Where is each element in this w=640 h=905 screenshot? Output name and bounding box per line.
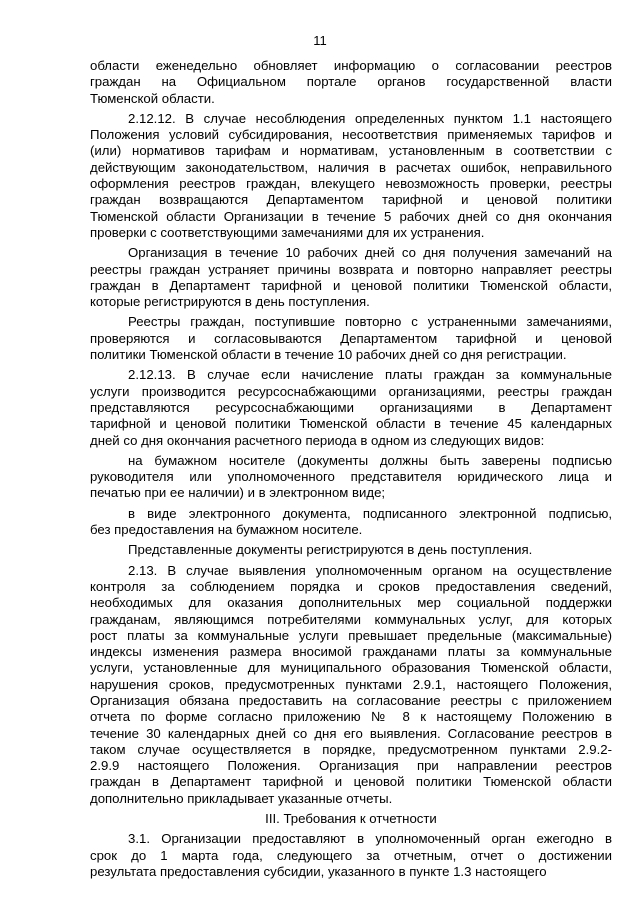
text-line: действующим законодательством, наличия в расчетах ошибок, неправильного <box>90 159 612 175</box>
text-line: граждан в Департамент тарифной и ценовой политики Тюменской области, <box>90 277 612 293</box>
text-line: Организация обязана предоставить на согласование реестры с приложением <box>90 692 612 708</box>
text-line: представляются ресурсоснабжающими организациями в Департамент <box>90 399 612 415</box>
text-line: руководителя или уполномоченного представителя юридического лица и <box>90 469 612 485</box>
text-line: индексы изменения размера вносимой гражданами платы за коммунальные <box>90 644 612 660</box>
text-line: рост платы за коммунальные услуги превышает предельные (максимальные) <box>90 627 612 643</box>
text-line: Положения условий субсидирования, несоответствия применяемых тарифов и <box>90 127 612 143</box>
paragraph-list <box>90 58 612 807</box>
text-line: граждан в Департамент тарифной и ценовой политики Тюменской области <box>90 774 612 790</box>
paragraph <box>90 314 612 363</box>
text-line: которые регистрируются в день поступления. <box>90 294 370 310</box>
text-line: отчета по форме согласно приложению № 8 к настоящему Положению в <box>90 709 612 725</box>
final-paragraph-container <box>90 831 612 880</box>
page-number: 11 <box>313 33 327 48</box>
text-line: необходимых для оказания дополнительных мер социальной поддержки <box>90 595 612 611</box>
text-line: нарушения сроков, предусмотренных пунктами 2.9.1, настоящего Положения, <box>90 676 612 692</box>
text-line: услуги, установленные для муниципального образования Тюменской области, <box>90 660 612 676</box>
text-line: тарифной и ценовой политики Тюменской области в течение 45 календарных <box>90 416 612 432</box>
text-line: Представленные документы регистрируются в день поступления. <box>128 542 533 558</box>
paragraph <box>90 111 612 241</box>
text-line: срок до 1 марта года, следующего за отчетным, отчет о достижении <box>90 847 612 863</box>
paragraph <box>90 542 612 558</box>
text-line: политики Тюменской области в течение 10 рабочих дней со дня регистрации. <box>90 347 567 363</box>
text-line: результата предоставления субсидии, указанного в пункте 1.3 настоящего <box>90 863 547 879</box>
text-line: без предоставления на бумажном носителе. <box>90 522 363 538</box>
text-line: граждан возвращаются Департаментом тарифной и ценовой политики <box>90 192 612 208</box>
text-line: проверяются и согласовываются Департаментом тарифной и ценовой <box>90 330 612 346</box>
text-line: Тюменской области. <box>90 90 215 106</box>
paragraph <box>90 506 612 539</box>
text-line: Реестры граждан, поступившие повторно с устраненными замечаниями, <box>128 314 612 330</box>
section-heading: III. Требования к отчетности <box>265 811 437 827</box>
text-line: гражданам, являющимся потребителями коммунальных услуг, для которых <box>90 611 612 627</box>
text-line: дней со дня окончания расчетного периода в одном из следующих видов: <box>90 432 545 448</box>
text-line: 2.9.9 настоящего Положения. Организация при направлении реестров <box>90 758 612 774</box>
paragraph <box>90 58 612 107</box>
text-line: услуги производится ресурсоснабжающими организациями, реестры граждан <box>90 383 612 399</box>
text-line: (или) нормативов тарифам и нормативам, установленным в соответствии с <box>90 143 612 159</box>
text-line: дополнительно прикладывает указанные отчеты. <box>90 790 393 806</box>
text-line: граждан на Официальном портале органов государственной власти <box>90 74 612 90</box>
text-line: печатью при ее наличии) и в электронном виде; <box>90 485 386 501</box>
text-line: области еженедельно обновляет информацию о согласовании реестров <box>90 58 612 73</box>
document-body <box>90 58 612 880</box>
text-line: контроля за соблюдением порядка и сроков предоставления сведений, <box>90 578 612 594</box>
text-line: 2.12.13. В случае если начисление платы граждан за коммунальные <box>128 367 612 383</box>
text-line: 2.13. В случае выявления уполномоченным органом на осуществление <box>128 562 612 578</box>
text-line: Организация в течение 10 рабочих дней со дня получения замечаний на <box>128 245 612 261</box>
text-line: в виде электронного документа, подписанного электронной подписью, <box>128 505 612 521</box>
text-line: 3.1. Организации предоставляют в уполномоченный орган ежегодно в <box>128 831 612 847</box>
text-line: 2.12.12. В случае несоблюдения определенных пунктом 1.1 настоящего <box>128 110 612 126</box>
text-line: таком случае осуществляется в порядке, предусмотренном пунктами 2.9.2- <box>90 741 612 757</box>
text-line: Тюменской области Организации в течение 5 рабочих дней со дня окончания <box>90 208 612 224</box>
text-line: на бумажном носителе (документы должны быть заверены подписью <box>128 452 612 468</box>
paragraph <box>90 453 612 502</box>
paragraph <box>90 367 612 448</box>
text-line: проверки с соответствующими замечаниями для их устранения. <box>90 224 485 240</box>
paragraph <box>90 831 612 880</box>
text-line: реестры граждан устраняет причины возврата и повторно направляет реестры <box>90 261 612 277</box>
text-line: течение 30 календарных дней со дня его выявления. Согласование реестров в <box>90 725 612 741</box>
paragraph <box>90 563 612 807</box>
text-line: оформления реестров граждан, влекущего невозможность проверки, реестры <box>90 176 612 192</box>
paragraph <box>90 245 612 310</box>
